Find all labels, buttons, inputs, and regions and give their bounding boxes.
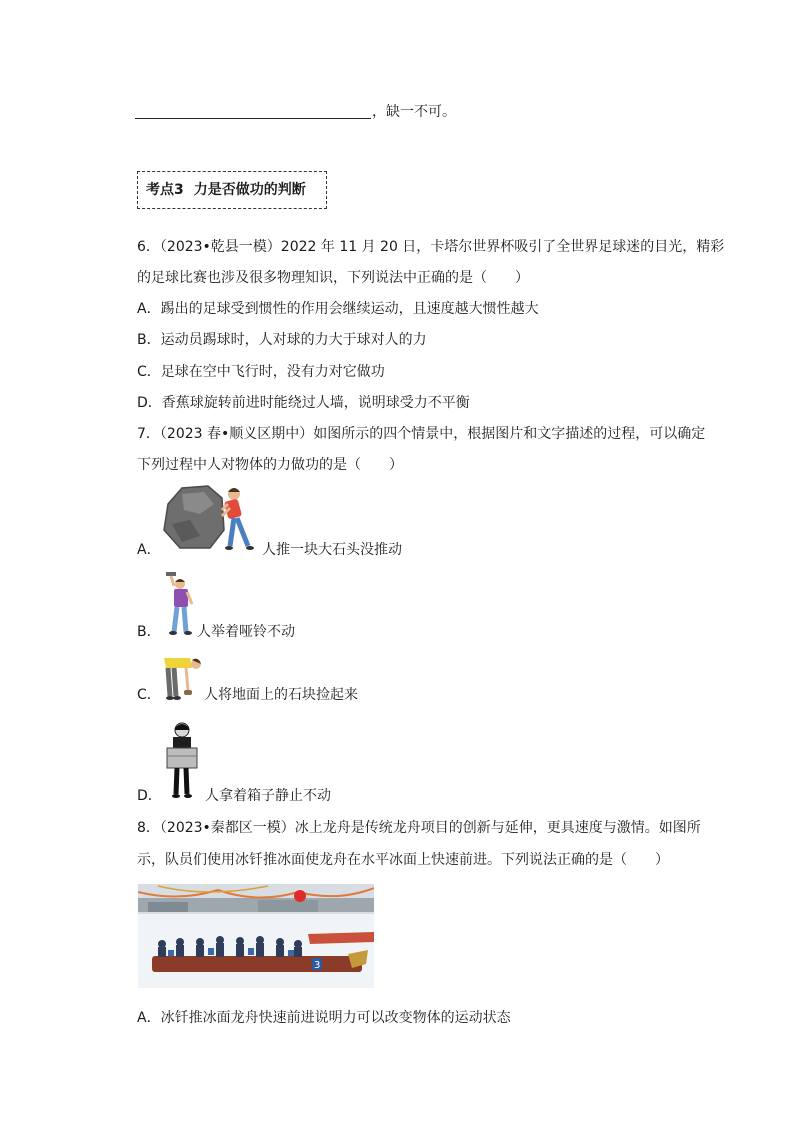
q6-option-d: D．香蕉球旋转前进时能绕过人墙，说明球受力不平衡 — [137, 395, 470, 411]
section-title: 力是否做功的判断 — [193, 182, 306, 198]
q7-option-c-text: 人将地面上的石块捡起来 — [204, 687, 358, 703]
holding-dumbbell-illustration — [160, 570, 200, 636]
q6-line2: 的足球比赛也涉及很多物理知识，下列说法中正确的是（ ） — [137, 270, 529, 286]
q7-option-c-letter: C． — [137, 687, 161, 703]
ice-dragon-boat-photo — [138, 884, 374, 988]
picking-stone-illustration — [160, 652, 204, 700]
q6-line1: 6．（2023•乾县一模）2022 年 11 月 20 日，卡塔尔世界杯吸引了全世界足球迷的目光，精彩 — [137, 239, 725, 255]
q7-line1: 7．（2023 春•顺义区期中）如图所示的四个情景中，根据图片和文字描述的过程，可以确定 — [137, 426, 706, 442]
q6-option-a: A．踢出的足球受到惯性的作用会继续运动，且速度越大惯性越大 — [137, 301, 539, 317]
section-header-box — [137, 171, 327, 209]
q8-option-a: A．冰钎推冰面龙舟快速前进说明力可以改变物体的运动状态 — [137, 1010, 511, 1026]
section-label: 考点3 — [146, 182, 184, 198]
q8-line1: 8．（2023•秦都区一模）冰上龙舟是传统龙舟项目的创新与延伸，更具速度与激情。如图所 — [137, 820, 701, 836]
boat-number-label: 3 — [314, 960, 321, 971]
ice-dragon-boat-scene — [138, 884, 374, 988]
top-fragment-text: ，缺一不可。 — [372, 104, 456, 120]
q7-option-b-letter: B． — [137, 624, 161, 640]
holding-box-illustration — [164, 722, 200, 798]
q8-line2: 示，队员们使用冰钎推冰面使龙舟在水平冰面上快速前进。下列说法正确的是（ ） — [137, 852, 669, 868]
answer-blank-line — [135, 118, 371, 119]
q7-option-a-letter: A． — [137, 542, 161, 558]
q7-option-d-text: 人拿着箱子静止不动 — [205, 788, 331, 804]
q7-option-d-letter: D． — [137, 788, 162, 804]
q7-line2: 下列过程中人对物体的力做功的是（ ） — [137, 457, 403, 473]
q7-option-b-text: 人举着哑铃不动 — [197, 624, 295, 640]
q6-option-c: C．足球在空中飞行时，没有力对它做功 — [137, 364, 385, 380]
pushing-rock-illustration — [160, 484, 260, 554]
q6-option-b: B．运动员踢球时，人对球的力大于球对人的力 — [137, 332, 427, 348]
q7-option-a-text: 人推一块大石头没推动 — [262, 542, 402, 558]
